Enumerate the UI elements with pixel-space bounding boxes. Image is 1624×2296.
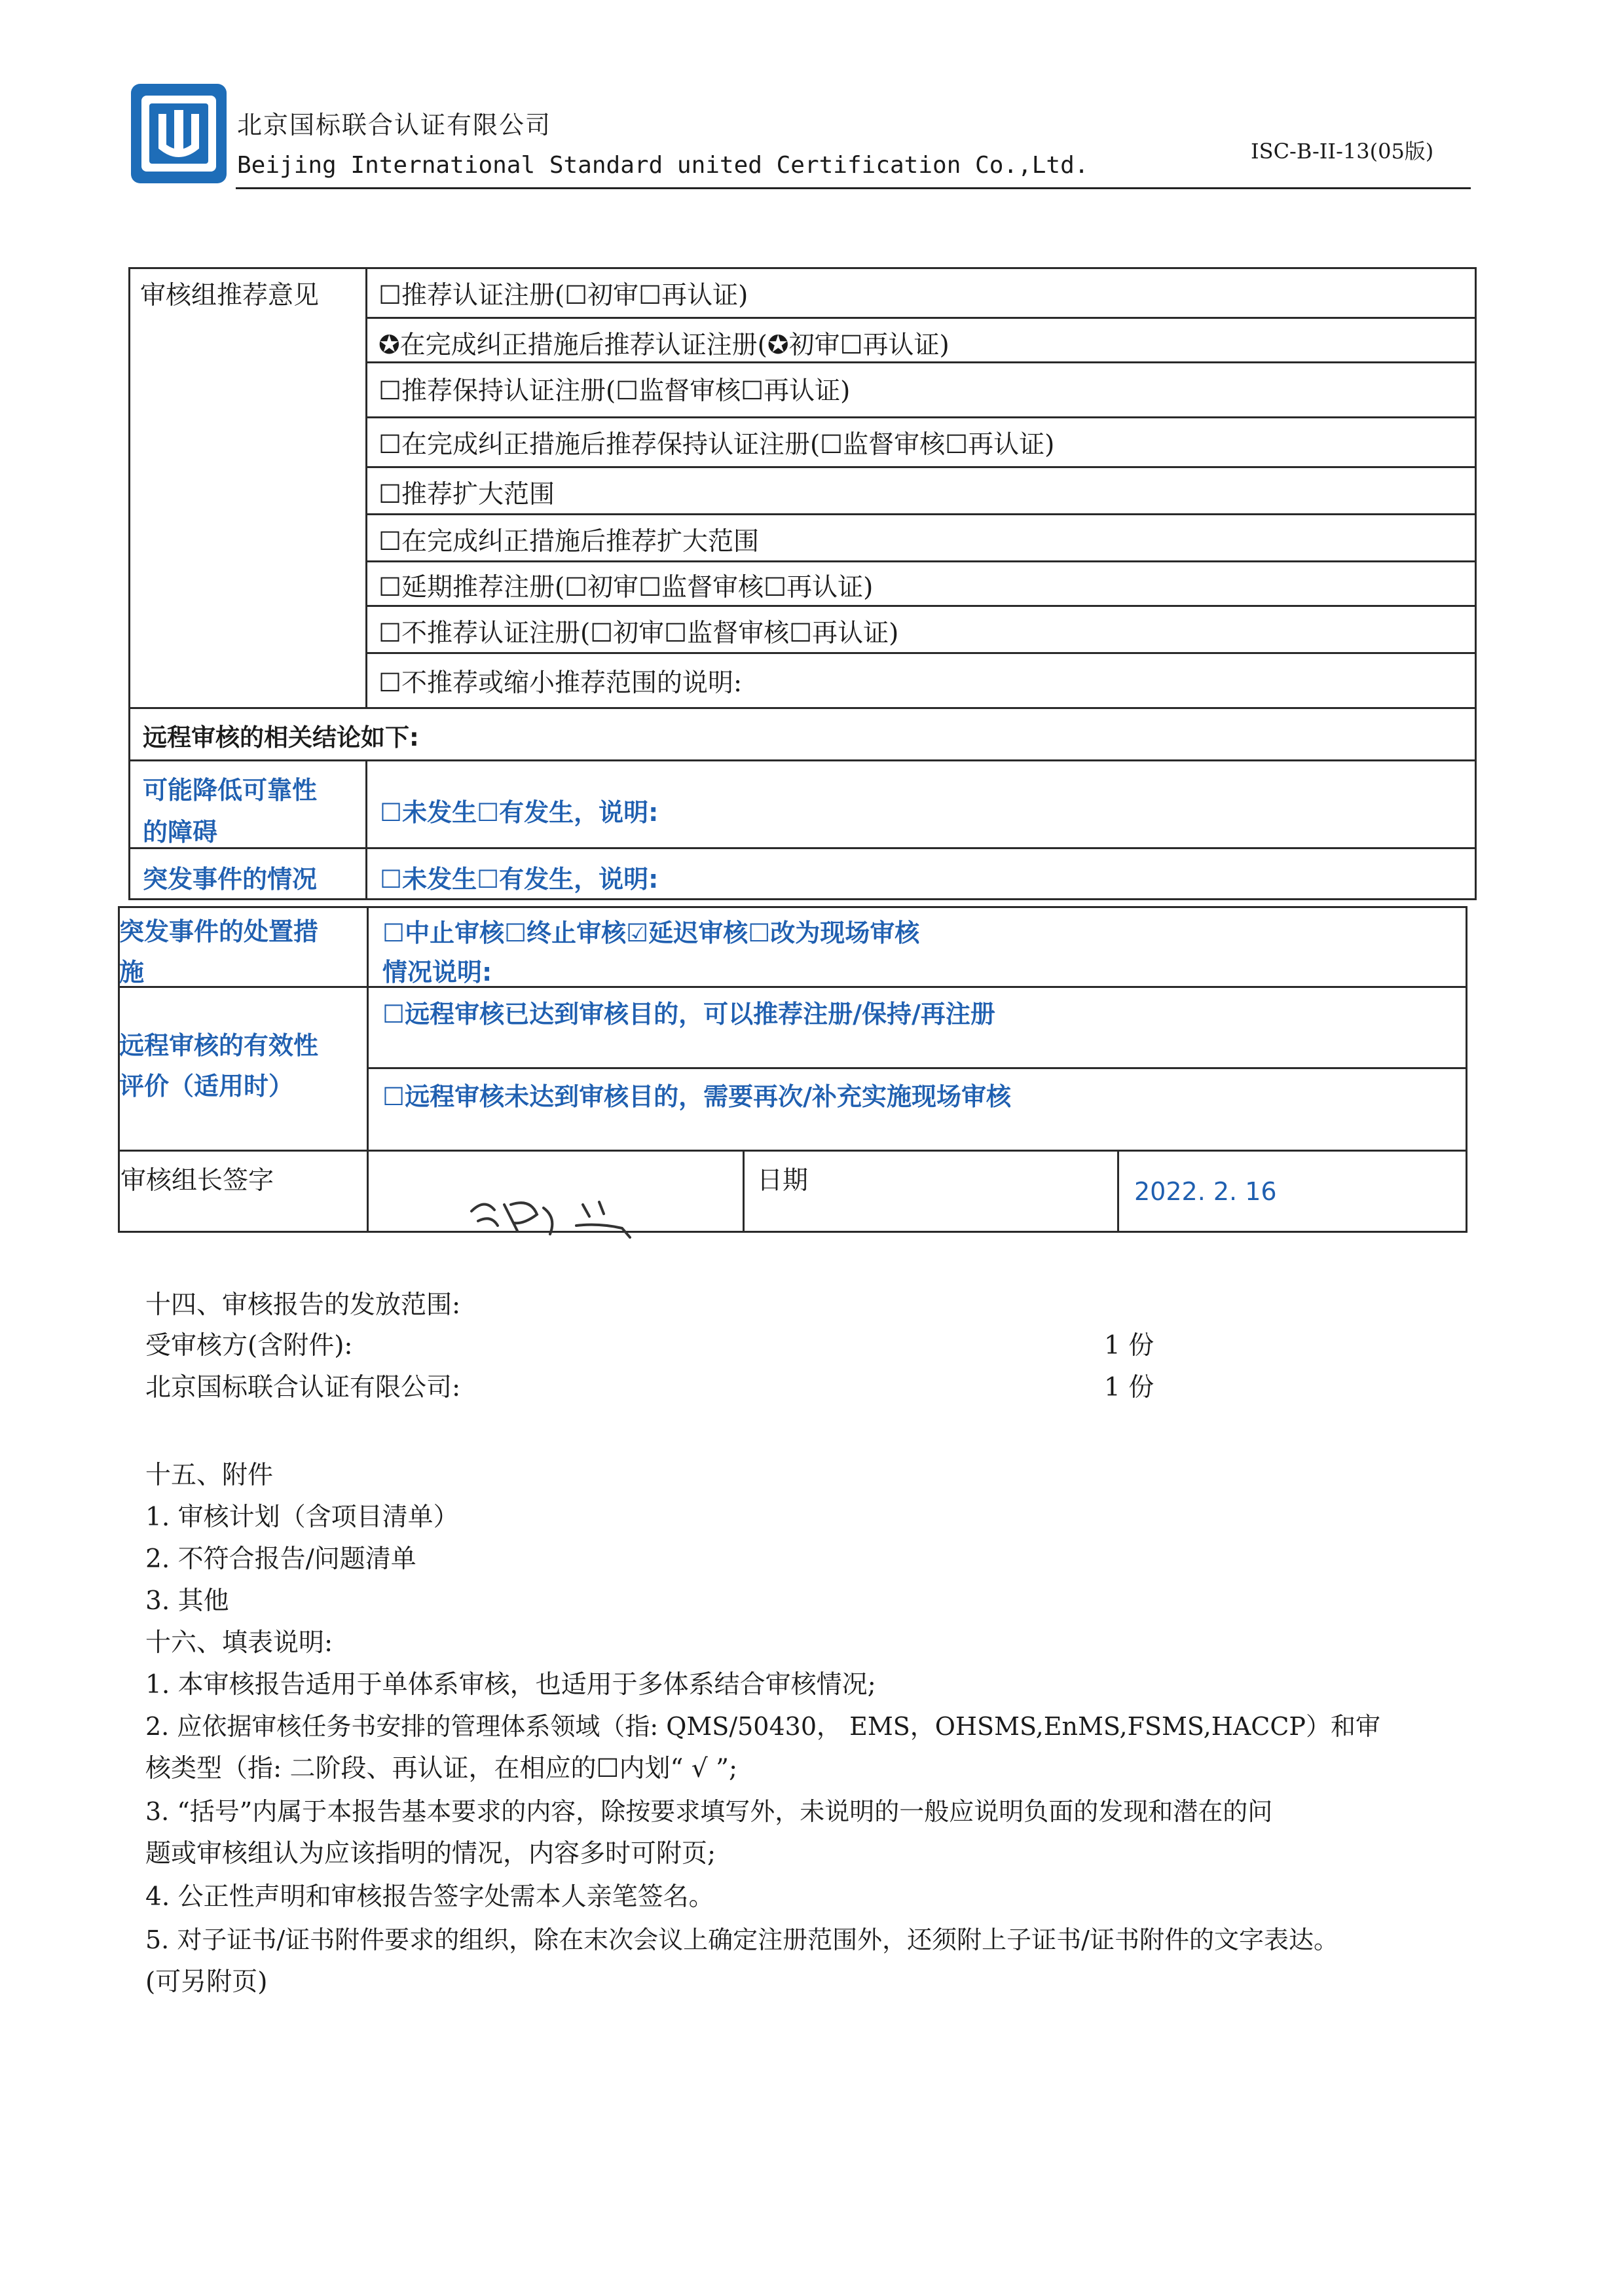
validity-label: 评价（适用时） [119, 1072, 294, 1101]
table-line [128, 267, 1476, 269]
measures-label: 施 [119, 958, 145, 987]
table-line [367, 466, 1476, 468]
table-line [367, 652, 1476, 654]
recommend-label: 审核组推荐意见 [140, 281, 320, 310]
table-line [128, 267, 130, 900]
distribution-name: 北京国标联合认证有限公司: [145, 1373, 461, 1402]
leader-sign-label: 审核组长签字 [120, 1166, 274, 1195]
table-line [367, 317, 1476, 319]
handwritten-signature-icon [458, 1185, 655, 1244]
table-line [367, 416, 1476, 418]
table-line [367, 513, 1476, 515]
reliability-value[interactable]: ☐未发生☐有发生，说明: [380, 798, 659, 827]
measures-label: 突发事件的处置措 [119, 917, 319, 946]
instruction-line: 2. 应依据审核任务书安排的管理体系领域（指: QMS/50430， EMS，OHSMS,EnMS,FSMS,HACCP）和审 [145, 1712, 1380, 1741]
emergency-value[interactable]: ☐未发生☐有发生，说明: [380, 865, 659, 894]
recommend-option[interactable]: ☐推荐认证注册(☐初审☐再认证) [378, 281, 748, 310]
document-code: ISC-B-II-13(05版) [1251, 139, 1434, 164]
table-line [367, 361, 1476, 363]
table-line [118, 1150, 1467, 1152]
recommend-option[interactable]: ☐延期推荐注册(☐初审☐监督审核☐再认证) [378, 573, 874, 602]
instruction-line: (可另附页) [145, 1967, 268, 1997]
table-line [128, 847, 1476, 849]
instruction-line: 5. 对子证书/证书附件要求的组织，除在末次会议上确定注册范围外，还须附上子证书/证书附件的文字表达。 [145, 1925, 1338, 1954]
header-rule [236, 187, 1471, 189]
distribution-count: 1 份 [1104, 1373, 1154, 1402]
emergency-label: 突发事件的情况 [143, 865, 318, 894]
table-line [128, 759, 1476, 761]
date-value[interactable]: 2022. 2. 16 [1134, 1177, 1277, 1206]
attachment-item: 3. 其他 [145, 1586, 229, 1616]
recommend-option[interactable]: ☐推荐扩大范围 [378, 480, 555, 509]
table-line [367, 560, 1476, 562]
validity-option[interactable]: ☐远程审核未达到审核目的，需要再次/补充实施现场审核 [382, 1082, 1011, 1111]
reliability-label: 可能降低可靠性 [143, 776, 318, 805]
validity-option[interactable]: ☐远程审核已达到审核目的，可以推荐注册/保持/再注册 [382, 1000, 995, 1029]
measures-note[interactable]: 情况说明: [382, 958, 492, 987]
table-line [1475, 267, 1477, 900]
attachment-item: 2. 不符合报告/问题清单 [145, 1544, 416, 1574]
attachments-title: 十五、附件 [145, 1461, 274, 1490]
recommend-option[interactable]: ☐不推荐或缩小推荐范围的说明: [378, 668, 743, 698]
distribution-name: 受审核方(含附件): [145, 1331, 353, 1360]
table-line [118, 906, 1467, 908]
table-line [365, 759, 367, 900]
recommend-option[interactable]: ☐在完成纠正措施后推荐保持认证注册(☐监督审核☐再认证) [378, 430, 1055, 460]
measures-value[interactable]: ☐中止审核☐终止审核☑延迟审核☐改为现场审核 [382, 919, 920, 947]
table-line [1466, 906, 1467, 1233]
remote-conclusion-title: 远程审核的相关结论如下: [143, 723, 419, 752]
table-line [128, 707, 1476, 709]
recommend-option[interactable]: ☐不推荐认证注册(☐初审☐监督审核☐再认证) [378, 619, 899, 648]
recommend-option[interactable]: ✪在完成纠正措施后推荐认证注册(✪初审☐再认证) [378, 331, 950, 360]
validity-label: 远程审核的有效性 [119, 1031, 319, 1060]
company-name-cn: 北京国标联合认证有限公司 [237, 111, 552, 139]
instruction-line: 4. 公正性声明和审核报告签字处需本人亲笔签名。 [145, 1882, 714, 1912]
company-name-en: Beijing International Standard united Certification Co.,Ltd. [237, 152, 1089, 179]
table-line [365, 267, 367, 707]
distribution-title: 十四、审核报告的发放范围: [145, 1290, 461, 1320]
table-line [743, 1150, 745, 1233]
reliability-label: 的障碍 [143, 818, 218, 847]
date-label: 日期 [757, 1166, 809, 1195]
recommend-option[interactable]: ☐推荐保持认证注册(☐监督审核☐再认证) [378, 376, 851, 406]
table-line [118, 1231, 1467, 1233]
table-line [1117, 1150, 1119, 1233]
table-line [367, 906, 369, 1233]
table-line [118, 986, 1467, 988]
table-line [367, 605, 1476, 607]
instruction-line: 核类型（指: 二阶段、再认证，在相应的☐内划“ √ ”; [145, 1754, 738, 1783]
instruction-line: 3. “括号”内属于本报告基本要求的内容，除按要求填写外，未说明的一般应说明负面的发现和潜在的问 [145, 1797, 1273, 1826]
instruction-line: 题或审核组认为应该指明的情况，内容多时可附页; [145, 1839, 716, 1868]
distribution-count: 1 份 [1104, 1331, 1154, 1360]
company-logo-icon [128, 81, 229, 186]
attachment-item: 1. 审核计划（含项目清单） [145, 1503, 459, 1532]
instruction-line: 1. 本审核报告适用于单体系审核，也适用于多体系结合审核情况; [145, 1670, 876, 1700]
instructions-title: 十六、填表说明: [145, 1628, 333, 1658]
recommend-option[interactable]: ☐在完成纠正措施后推荐扩大范围 [378, 527, 759, 556]
table-line [128, 898, 1476, 900]
table-line [368, 1067, 1467, 1069]
